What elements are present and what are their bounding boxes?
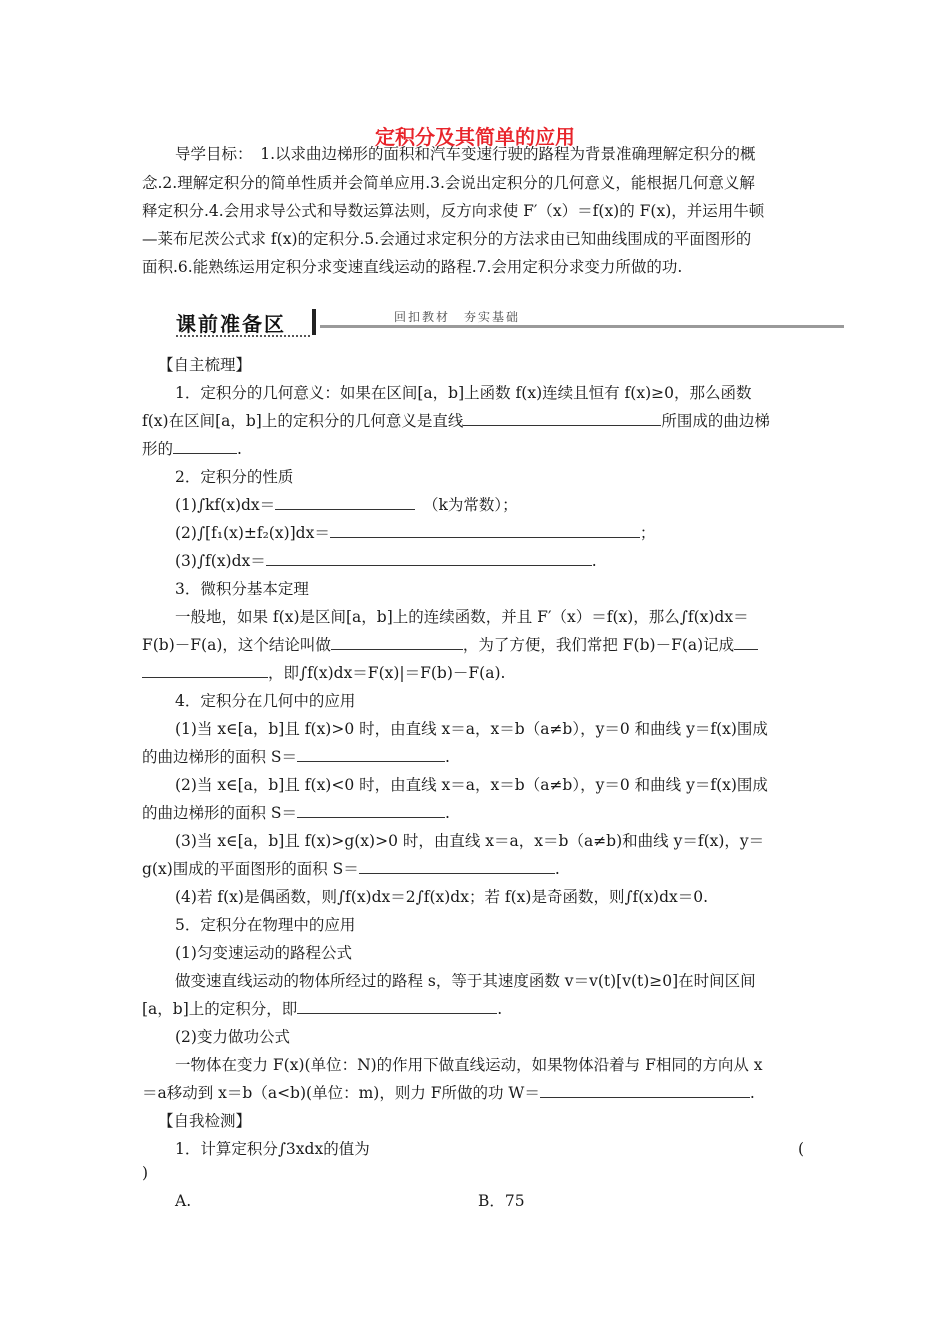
item-5-1-line-1: 做变速直线运动的物体所经过的路程 s，等于其速度函数 v＝v(t)[v(t)≥0]在时间区间 — [175, 972, 756, 990]
objectives-line-3: 释定积分.4.会用求导公式和导数运算法则，反方向求使 F′（x）＝f(x)的 F(x)，并运用牛顿 — [142, 202, 765, 220]
item-1-period: . — [237, 440, 242, 458]
answer-blank — [331, 634, 463, 650]
item-3-line-1: 一般地，如果 f(x)是区间[a，b]上的连续函数，并且 F′（x）＝f(x)，那么∫f(x)dx＝ — [175, 608, 749, 626]
item-2-text-end: （k为常数）； — [430, 496, 518, 514]
item-5-2-text: ＝a移动到 x＝b（a<b)(单位：m)，则力 F所做的功 W＝ — [142, 1084, 540, 1102]
item-1-text: f(x)在区间[a，b]上的定积分的几何意义是直线 — [142, 412, 464, 430]
item-1-text-end: 所围成的曲边梯 — [661, 412, 770, 430]
period: . — [554, 860, 560, 878]
item-2-heading: 2．定积分的性质 — [175, 468, 294, 486]
answer-blank — [330, 522, 640, 538]
period: . — [749, 1084, 755, 1102]
item-4-4-line: (4)若 f(x)是偶函数，则∫f(x)dx＝2∫f(x)dx；若 f(x)是奇函数，则∫f(x)dx＝0. — [175, 888, 709, 906]
question-1-paren-open: ( — [798, 1140, 805, 1158]
answer-blank — [142, 662, 268, 678]
objectives-line-2: 念.2.理解定积分的简单性质并会简单应用.3.会说出定积分的几何意义，能根据几何意义解 — [142, 174, 755, 192]
item-3-text-end: ，为了方便，我们常把 F(b)－F(a)记成 — [462, 636, 735, 654]
section-banner — [176, 306, 846, 338]
item-5-1-text: [a，b]上的定积分，即 — [142, 1000, 298, 1018]
question-1-paren-close: ) — [142, 1164, 149, 1182]
item-1-line-2 — [142, 410, 812, 432]
item-4-1-text: 的曲边梯形的面积 S＝ — [142, 748, 298, 766]
item-5-2-heading: (2)变力做功公式 — [175, 1028, 290, 1046]
question-1: 1．计算定积分∫3xdx的值为 — [175, 1140, 370, 1158]
item-3-line-2 — [142, 634, 812, 656]
item-4-2-line-2 — [142, 802, 812, 824]
item-2-text: (3)∫f(x)dx＝ — [175, 552, 266, 570]
item-2-line-1 — [175, 494, 812, 516]
banner-rule — [320, 325, 844, 328]
item-2-period: . — [591, 552, 597, 570]
answer-blank — [297, 802, 445, 818]
page-title: 定积分及其简单的应用 — [375, 125, 575, 149]
answer-blank — [275, 494, 415, 510]
period: . — [445, 748, 450, 766]
item-1-line-1: 1．定积分的几何意义：如果在区间[a，b]上函数 f(x)连续且恒有 f(x)≥0，那么函数 — [175, 384, 752, 402]
item-5-1-heading: (1)匀变速运动的路程公式 — [175, 944, 352, 962]
item-2-text-end: ； — [639, 524, 656, 542]
objectives-line-4: —莱布尼茨公式求 f(x)的定积分.5.会通过求定积分的方法求由已知曲线围成的平面图形的 — [142, 230, 752, 248]
objectives-line-1: 导学目标： 1.以求曲边梯形的面积和汽车变速行驶的路程为背景准确理解定积分的概 — [175, 145, 756, 163]
banner-title: 课前准备区 — [176, 312, 286, 336]
item-4-heading: 4．定积分在几何中的应用 — [175, 692, 356, 710]
item-5-2-line-2 — [142, 1082, 812, 1104]
answer-blank — [540, 1082, 750, 1098]
item-3-line-3 — [142, 662, 812, 684]
question-1-option-b: B．75 — [478, 1192, 525, 1210]
banner-divider — [312, 309, 316, 335]
answer-blank — [359, 858, 555, 874]
section-review-heading: 【自主梳理】 — [158, 356, 252, 374]
item-3-formula: ，即∫f(x)dx＝F(x)|＝F(b)－F(a). — [268, 664, 506, 682]
item-5-2-line-1: 一物体在变力 F(x)(单位：N)的作用下做直线运动，如果物体沿着与 F相同的方向从 x — [175, 1056, 763, 1074]
item-4-2-line-1: (2)当 x∈[a，b]且 f(x)<0 时，由直线 x＝a，x＝b（a≠b），y＝0 和曲线 y＝f(x)围成 — [175, 776, 768, 794]
answer-blank — [297, 998, 497, 1014]
banner-subtitle: 回扣教材 夯实基础 — [388, 308, 526, 325]
item-3-heading: 3．微积分基本定理 — [175, 580, 309, 598]
item-4-3-text: g(x)围成的平面图形的面积 S＝ — [142, 860, 359, 878]
answer-blank — [173, 438, 237, 454]
answer-blank — [266, 550, 592, 566]
objectives-line-5: 面积.6.能熟练运用定积分求变速直线运动的路程.7.会用定积分求变力所做的功. — [142, 258, 683, 276]
question-1-option-a: A. — [175, 1192, 192, 1210]
period: . — [497, 1000, 503, 1018]
item-4-2-text: 的曲边梯形的面积 S＝ — [142, 804, 298, 822]
item-2-line-3 — [175, 550, 812, 572]
item-4-3-line-1: (3)当 x∈[a，b]且 f(x)>g(x)>0 时，由直线 x＝a，x＝b（a≠b)和曲线 y＝f(x)，y＝ — [175, 832, 765, 850]
item-5-heading: 5．定积分在物理中的应用 — [175, 916, 356, 934]
item-5-1-line-2 — [142, 998, 812, 1020]
item-1-line-3 — [142, 438, 812, 460]
answer-blank — [463, 410, 661, 426]
item-4-1-line-2 — [142, 746, 812, 768]
item-1-text: 形的 — [142, 440, 174, 458]
period: . — [445, 804, 450, 822]
item-2-line-2 — [175, 522, 812, 544]
answer-blank — [734, 634, 758, 650]
item-2-text: (1)∫kf(x)dx＝ — [175, 496, 276, 514]
banner-dotted-underline — [176, 335, 310, 337]
item-3-text: F(b)－F(a)，这个结论叫做 — [142, 636, 331, 654]
item-4-1-line-1: (1)当 x∈[a，b]且 f(x)>0 时，由直线 x＝a，x＝b（a≠b），y＝0 和曲线 y＝f(x)围成 — [175, 720, 768, 738]
item-4-3-line-2 — [142, 858, 812, 880]
item-2-text: (2)∫[f₁(x)±f₂(x)]dx＝ — [175, 524, 330, 542]
section-check-heading: 【自我检测】 — [158, 1112, 252, 1130]
answer-blank — [297, 746, 445, 762]
